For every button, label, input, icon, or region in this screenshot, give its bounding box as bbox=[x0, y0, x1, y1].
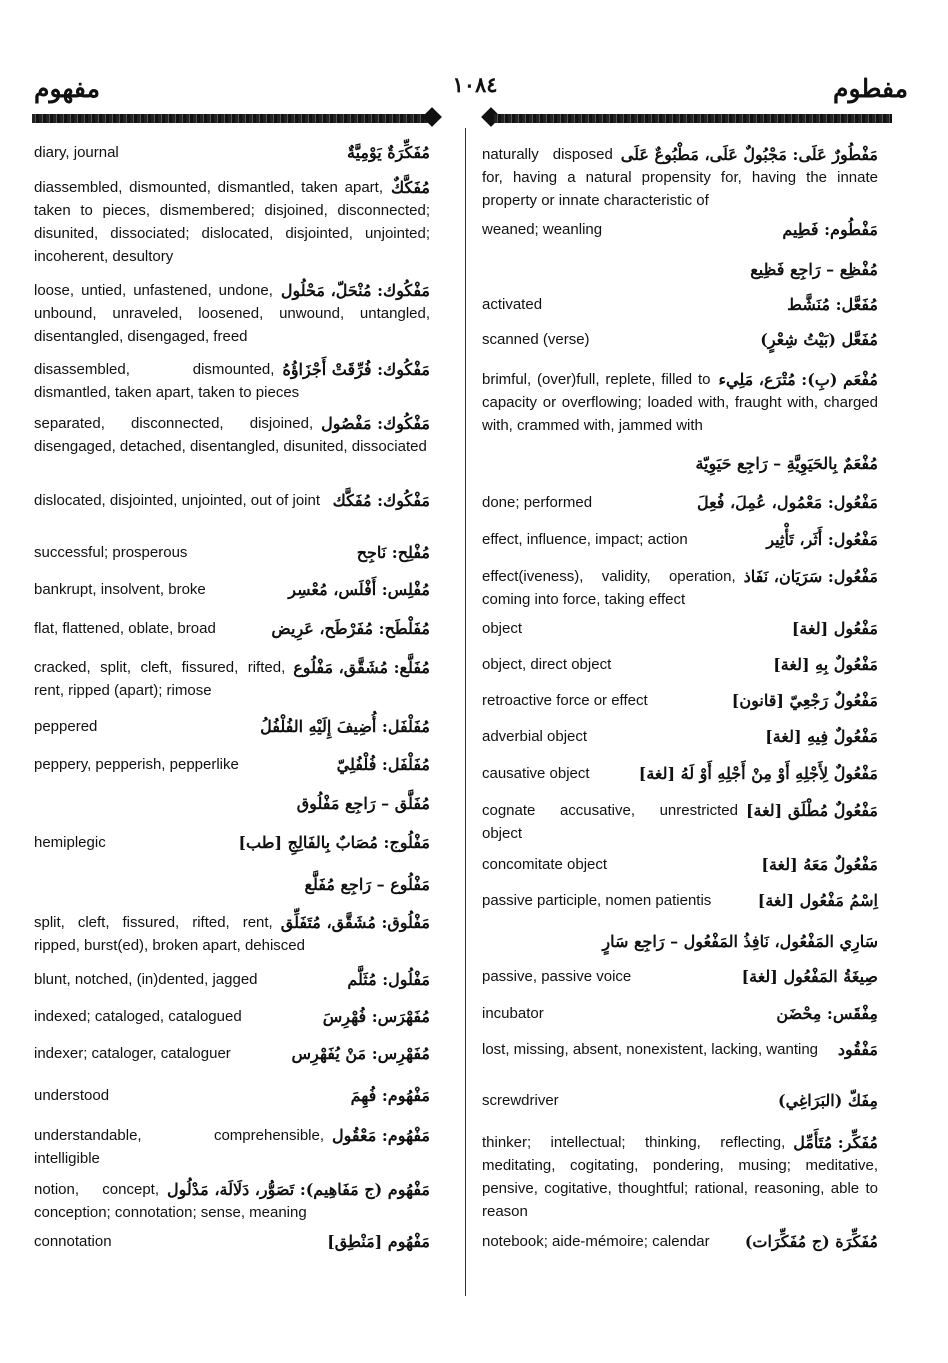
dictionary-entry bbox=[34, 873, 430, 896]
english-definition: naturally disposed for, having a natural propensity for, having the innate property or innate characteristic of bbox=[482, 146, 878, 209]
arabic-headword: مَفْعُولٌ فِيهِ [لغة] bbox=[765, 727, 878, 746]
english-definition: understood bbox=[34, 1087, 110, 1104]
dictionary-entry bbox=[482, 1038, 878, 1061]
english-definition: adverbial object bbox=[482, 728, 588, 745]
arabic-headword: مُفَعَّل (بَيْتُ شِعْرٍ) bbox=[760, 330, 878, 349]
arabic-headword: مَفْقُود bbox=[837, 1040, 878, 1059]
english-definition: separated, disconnected, disjoined, disengaged, detached, disentangled, disunited, dissociated bbox=[34, 415, 427, 455]
english-definition: notion, concept, conception; connotation; sense, meaning bbox=[34, 1181, 307, 1221]
page-number: ١٠٨٤ bbox=[452, 72, 498, 97]
arabic-headword: مَفْهُوم (ج مَفَاهِيم): تَصَوُّر، دَلَالَة، مَدْلُول bbox=[167, 1180, 430, 1199]
header-rule-right bbox=[494, 114, 892, 123]
arabic-headword: مَفْطُوم: فَطِيم bbox=[782, 220, 878, 239]
english-definition: successful; prosperous bbox=[34, 544, 188, 561]
english-definition: loose, untied, unfastened, undone, unbound, unraveled, loosened, unwound, untangled, disentangled, disengaged, freed bbox=[34, 282, 430, 345]
arabic-headword: مِفْقَس: مِحْضَن bbox=[776, 1004, 878, 1023]
arabic-headword: مُفَكِّرَة (ج مُفَكِّرَات) bbox=[744, 1232, 878, 1251]
arabic-headword: مَفْعُولٌ رَجْعِيّ [قانون] bbox=[731, 691, 878, 710]
dictionary-entry bbox=[482, 528, 878, 551]
dictionary-entry bbox=[34, 1005, 430, 1028]
arabic-headword: سَارِي المَفْعُول، نَافِذُ المَفْعُول – رَاجِع سَارٍ bbox=[602, 932, 878, 951]
dictionary-entry bbox=[482, 725, 878, 748]
english-definition: brimful, (over)full, replete, filled to capacity or overflowing; loaded with, fraught with, charged with, crammed with, jammed with bbox=[482, 371, 878, 434]
arabic-headword: مُفَهْرَس: فُهْرِسَ bbox=[322, 1007, 430, 1026]
dictionary-entry bbox=[482, 293, 878, 316]
english-definition: effect(iveness), validity, operation, coming into force, taking effect bbox=[482, 568, 736, 608]
arabic-headword: مُفَلْطَح: مُفَرْطَح، عَرِيض bbox=[271, 619, 430, 638]
arabic-headword: مُفَكِّرَةٌ يَوْمِيَّةٌ bbox=[347, 143, 430, 162]
arabic-headword: مَفْكُوك: فُرِّقَتْ أَجْزَاؤُهُ bbox=[282, 360, 430, 379]
dictionary-entry bbox=[482, 653, 878, 676]
arabic-headword: مَفْعُول [لغة] bbox=[791, 619, 878, 638]
english-definition: scanned (verse) bbox=[482, 331, 590, 348]
dictionary-entry bbox=[34, 968, 430, 991]
dictionary-entry bbox=[482, 143, 878, 212]
english-definition: effect, influence, impact; action bbox=[482, 531, 688, 548]
english-definition: hemiplegic bbox=[34, 834, 106, 851]
dictionary-entry bbox=[34, 412, 430, 458]
english-definition: object bbox=[482, 620, 523, 637]
arabic-headword: صِيغَةُ المَفْعُول [لغة] bbox=[741, 967, 878, 986]
english-definition: lost, missing, absent, nonexistent, lacking, wanting bbox=[482, 1041, 819, 1058]
rule-ornament-left bbox=[422, 107, 442, 127]
english-definition: connotation bbox=[34, 1233, 112, 1250]
dictionary-entry bbox=[482, 762, 878, 785]
english-definition: concomitate object bbox=[482, 856, 608, 873]
arabic-headword: مُفْظِع – رَاجِع فَظِيع bbox=[750, 260, 878, 279]
arabic-headword: مَفْهُوم: فُهِمَ bbox=[350, 1086, 430, 1105]
arabic-headword: مَفْعُولٌ بِهِ [لغة] bbox=[773, 655, 878, 674]
arabic-headword: مَفْلُوع – رَاجِع مُفَلَّع bbox=[304, 875, 430, 894]
english-definition: incubator bbox=[482, 1005, 544, 1022]
dictionary-entry bbox=[482, 452, 878, 475]
english-definition: done; performed bbox=[482, 494, 593, 511]
dictionary-entry bbox=[482, 218, 878, 241]
dictionary-entry bbox=[482, 1089, 878, 1112]
english-definition: indexed; cataloged, catalogued bbox=[34, 1008, 242, 1025]
english-definition: understandable, comprehensible, intelligible bbox=[34, 1127, 325, 1167]
arabic-headword: مَفْعُول: مَعْمُول، عُمِلَ، فُعِلَ bbox=[696, 493, 878, 512]
english-definition: screwdriver bbox=[482, 1092, 559, 1109]
dictionary-entry bbox=[34, 1230, 430, 1253]
english-definition: flat, flattened, oblate, broad bbox=[34, 620, 216, 637]
dictionary-entry bbox=[482, 328, 878, 351]
arabic-headword: مَفْعُول: أَثَر، تَأْثِير bbox=[766, 530, 878, 549]
dictionary-entry bbox=[34, 656, 430, 702]
english-definition: thinker; intellectual; thinking, reflecting, meditating, cogitating, pondering, musing; meditative, pensive, cogitative, thoughtful; rational, reasoning, able to reason bbox=[482, 1134, 878, 1220]
dictionary-entry bbox=[482, 1230, 878, 1253]
dictionary-entry bbox=[34, 753, 430, 776]
english-definition: passive, passive voice bbox=[482, 968, 632, 985]
dictionary-entry bbox=[482, 258, 878, 281]
dictionary-entry bbox=[34, 141, 430, 164]
dictionary-entry bbox=[34, 541, 430, 564]
dictionary-entry bbox=[34, 617, 430, 640]
dictionary-entry bbox=[482, 565, 878, 611]
english-definition: split, cleft, fissured, rifted, rent, ripped, burst(ed), broken apart, dehisced bbox=[34, 914, 305, 954]
arabic-headword: مَفْعُولٌ مَعَهُ [لغة] bbox=[761, 855, 878, 874]
running-head-left: مفهوم bbox=[34, 74, 100, 103]
english-definition: peppery, pepperish, pepperlike bbox=[34, 756, 239, 773]
arabic-headword: مُفْعَمٌ بِالحَيَوِيَّةِ – رَاجِع حَيَوِيّة bbox=[695, 454, 878, 473]
dictionary-entry bbox=[34, 176, 430, 268]
arabic-headword: مُفَلَّع: مُشَقَّق، مَفْلُوع bbox=[293, 658, 430, 677]
dictionary-entry bbox=[482, 965, 878, 988]
dictionary-entry bbox=[34, 715, 430, 738]
dictionary-entry bbox=[34, 1124, 430, 1170]
english-definition: activated bbox=[482, 296, 543, 313]
arabic-headword: مَفْكُوك: مُنْحَلّ، مَحْلُول bbox=[280, 281, 430, 300]
dictionary-entry bbox=[482, 689, 878, 712]
english-definition: disassembled, dismounted, dismantled, taken apart, taken to pieces bbox=[34, 361, 300, 401]
arabic-headword: مُفَلْفَل: فُلْفُلِيّ bbox=[336, 755, 430, 774]
arabic-headword: مُفَلْفَل: أُضِيفَ إِلَيْهِ الفُلْفُلُ bbox=[260, 717, 430, 736]
arabic-headword: مُفْلِس: أَفْلَس، مُعْسِر bbox=[288, 580, 430, 599]
english-definition: diary, journal bbox=[34, 144, 119, 161]
dictionary-entry bbox=[34, 358, 430, 404]
arabic-headword: مَفْكُوك: مَفْصُول bbox=[321, 414, 430, 433]
english-definition: peppered bbox=[34, 718, 98, 735]
english-definition: object, direct object bbox=[482, 656, 612, 673]
arabic-headword: مَفْكُوك: مُفَكَّك bbox=[332, 491, 430, 510]
english-definition: indexer; cataloger, cataloguer bbox=[34, 1045, 231, 1062]
arabic-headword: اِسْمُ مَفْعُول [لغة] bbox=[757, 891, 878, 910]
dictionary-entry bbox=[34, 1084, 430, 1107]
header-rule-left bbox=[32, 114, 430, 123]
dictionary-entry bbox=[34, 1042, 430, 1065]
english-definition: notebook; aide-mémoire; calendar bbox=[482, 1233, 710, 1250]
arabic-headword: مَفْلُوق: مُشَقَّق، مُتَفَلِّق bbox=[280, 913, 430, 932]
arabic-headword: مُفَهْرِس: مَنْ يُفَهْرِس bbox=[291, 1044, 430, 1063]
dictionary-entry bbox=[482, 853, 878, 876]
dictionary-entry bbox=[34, 489, 430, 512]
arabic-headword: مَفْلُول: مُثَلَّم bbox=[347, 970, 430, 989]
arabic-headword: مَفْعُولٌ مُطْلَق [لغة] bbox=[745, 801, 878, 820]
arabic-headword: مُفْعَم (بِ): مُتْرَع، مَلِيء bbox=[718, 370, 878, 389]
arabic-headword: مَفْعُول: سَرَيَان، نَفَاذ bbox=[743, 567, 878, 586]
english-definition: weaned; weanling bbox=[482, 221, 603, 238]
arabic-headword: مِفَكّ (البَرَاغِي) bbox=[778, 1091, 878, 1110]
dictionary-entry bbox=[482, 1131, 878, 1223]
arabic-headword: مُفَلَّق – رَاجِع مَفْلُوق bbox=[296, 794, 430, 813]
running-head-right: مفطوم bbox=[833, 74, 908, 103]
arabic-headword: مُفْلِح: نَاجِح bbox=[356, 543, 430, 562]
dictionary-entry bbox=[482, 617, 878, 640]
english-definition: diassembled, dismounted, dismantled, taken apart, taken to pieces, dismembered; disjoined, disconnected; disunited, dissociated; dislocated, disjointed, unjointed; incoherent, desultory bbox=[34, 179, 430, 265]
english-definition: bankrupt, insolvent, broke bbox=[34, 581, 206, 598]
dictionary-entry bbox=[482, 930, 878, 953]
dictionary-entry bbox=[34, 279, 430, 348]
arabic-headword: مَفْهُوم [مَنْطِق] bbox=[327, 1232, 430, 1251]
dictionary-entry bbox=[482, 799, 878, 845]
dictionary-entry bbox=[34, 792, 430, 815]
dictionary-entry bbox=[482, 889, 878, 912]
dictionary-entry bbox=[482, 368, 878, 437]
english-definition: dislocated, disjointed, unjointed, out of joint bbox=[34, 492, 321, 509]
arabic-headword: مُفَكِّر: مُتَأَمِّل bbox=[793, 1133, 878, 1152]
dictionary-entry bbox=[34, 578, 430, 601]
english-definition: passive participle, nomen patientis bbox=[482, 892, 712, 909]
dictionary-entry bbox=[34, 1178, 430, 1224]
english-definition: blunt, notched, (in)dented, jagged bbox=[34, 971, 258, 988]
arabic-headword: مُفَكَّكٌ bbox=[391, 178, 430, 197]
column-divider bbox=[465, 128, 466, 1296]
english-definition: retroactive force or effect bbox=[482, 692, 648, 709]
arabic-headword: مَفْعُولٌ لِأَجْلِهِ أَوْ مِنْ أَجْلِهِ أَوْ لَهُ [لغة] bbox=[638, 764, 878, 783]
arabic-headword: مَفْلُوج: مُصَابٌ بِالفَالِجِ [طب] bbox=[238, 833, 430, 852]
arabic-headword: مَفْطُورٌ عَلَى: مَجْبُولٌ عَلَى، مَطْبُوعٌ عَلَى bbox=[620, 145, 878, 164]
english-definition: cracked, split, cleft, fissured, rifted, rent, ripped (apart); rimose bbox=[34, 659, 286, 699]
english-definition: causative object bbox=[482, 765, 590, 782]
arabic-headword: مَفْهُوم: مَعْقُول bbox=[332, 1126, 430, 1145]
english-definition: cognate accusative, unrestricted object bbox=[482, 802, 738, 842]
dictionary-entry bbox=[482, 491, 878, 514]
dictionary-entry bbox=[34, 831, 430, 854]
dictionary-entry bbox=[482, 1002, 878, 1025]
dictionary-entry bbox=[34, 911, 430, 957]
arabic-headword: مُفَعَّل: مُنَشَّط bbox=[787, 295, 878, 314]
